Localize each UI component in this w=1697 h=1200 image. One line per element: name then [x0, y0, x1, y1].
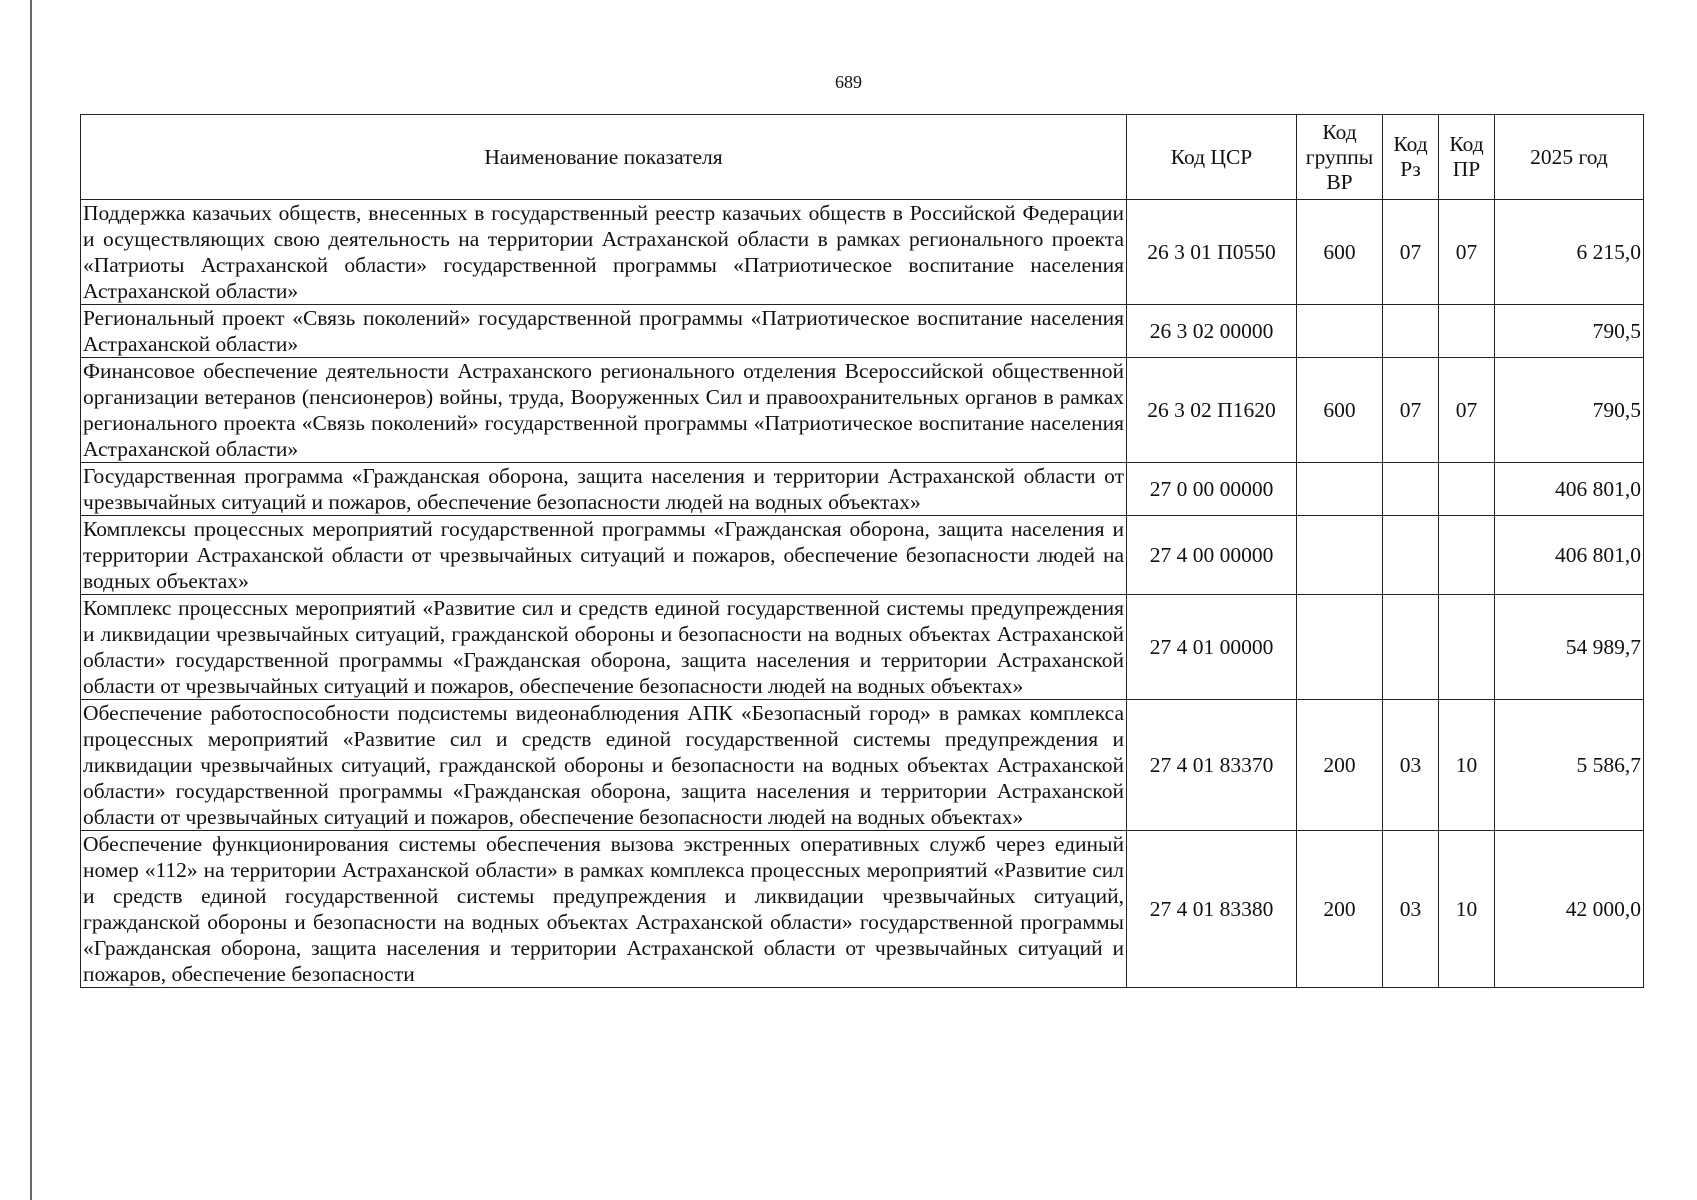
row-name: Финансовое обеспечение деятельности Астраханского регионального отделения Всероссийской общественной организации ветеранов (пенсионеров) войны, труда, Вооруженных Сил и правоохранительных органов в рамках регионального проекта «Связь поколений» государственной программы «Патриотическое воспитание населения Астраханской области» [81, 358, 1127, 463]
header-rz: Код Рз [1383, 115, 1439, 200]
header-amount: 2025 год [1495, 115, 1644, 200]
row-code: 27 4 01 83380 [1127, 831, 1297, 988]
row-name: Региональный проект «Связь поколений» государственной программы «Патриотическое воспитание населения Астраханской области» [81, 305, 1127, 358]
row-vr: 600 [1297, 358, 1383, 463]
row-code: 26 3 02 П1620 [1127, 358, 1297, 463]
row-vr [1297, 595, 1383, 700]
table-row [81, 831, 1644, 988]
table-row [81, 700, 1644, 831]
row-code: 27 4 01 83370 [1127, 700, 1297, 831]
row-pr: 07 [1439, 358, 1495, 463]
row-amount: 790,5 [1495, 305, 1644, 358]
header-name: Наименование показателя [81, 115, 1127, 200]
row-rz: 07 [1383, 200, 1439, 305]
scan-edge-line [30, 0, 32, 1200]
row-amount: 406 801,0 [1495, 516, 1644, 595]
page-number: 689 [835, 72, 862, 92]
row-name: Государственная программа «Гражданская оборона, защита населения и территории Астраханской области от чрезвычайных ситуаций и пожаров, обеспечение безопасности людей на водных объектах» [81, 463, 1127, 516]
row-name: Обеспечение работоспособности подсистемы видеонаблюдения АПК «Безопасный город» в рамках комплекса процессных мероприятий «Развитие сил и средств единой государственной системы предупреждения и ликвидации чрезвычайных ситуаций, гражданской обороны и безопасности на водных объектах Астраханской области» государственной программы «Гражданская оборона, защита населения и территории Астраханской области от чрезвычайных ситуаций и пожаров, обеспечение безопасности людей на водных объектах» [81, 700, 1127, 831]
row-amount: 42 000,0 [1495, 831, 1644, 988]
table-row [81, 595, 1644, 700]
row-amount: 54 989,7 [1495, 595, 1644, 700]
row-name: Комплексы процессных мероприятий государственной программы «Гражданская оборона, защита населения и территории Астраханской области от чрезвычайных ситуаций и пожаров, обеспечение безопасности людей на водных объектах» [81, 516, 1127, 595]
header-vr: Код группы ВР [1297, 115, 1383, 200]
row-name: Комплекс процессных мероприятий «Развитие сил и средств единой государственной системы предупреждения и ликвидации чрезвычайных ситуаций, гражданской обороны и безопасности на водных объектах Астраханской области» государственной программы «Гражданская оборона, защита населения и территории Астраханской области от чрезвычайных ситуаций и пожаров, обеспечение безопасности людей на водных объектах» [81, 595, 1127, 700]
row-code: 26 3 01 П0550 [1127, 200, 1297, 305]
row-pr [1439, 463, 1495, 516]
row-amount: 6 215,0 [1495, 200, 1644, 305]
row-vr [1297, 516, 1383, 595]
row-rz: 03 [1383, 700, 1439, 831]
row-name [81, 831, 1127, 988]
row-rz [1383, 463, 1439, 516]
row-pr: 10 [1439, 831, 1495, 988]
header-code: Код ЦСР [1127, 115, 1297, 200]
table-row [81, 358, 1644, 463]
row-pr: 07 [1439, 200, 1495, 305]
table-row [81, 200, 1644, 305]
row-rz: 07 [1383, 358, 1439, 463]
row-pr [1439, 516, 1495, 595]
row-code: 27 4 00 00000 [1127, 516, 1297, 595]
row-rz: 03 [1383, 831, 1439, 988]
row-amount: 5 586,7 [1495, 700, 1644, 831]
row-rz [1383, 516, 1439, 595]
budget-table [80, 114, 1644, 988]
row-code: 26 3 02 00000 [1127, 305, 1297, 358]
row-code: 27 0 00 00000 [1127, 463, 1297, 516]
table-header-row [81, 115, 1644, 200]
header-pr: Код ПР [1439, 115, 1495, 200]
table-row [81, 463, 1644, 516]
row-pr [1439, 305, 1495, 358]
row-name-text: Обеспечение функционирования системы обеспечения вызова экстренных оперативных служб через единый номер «112» на территории Астраханской области» в рамках комплекса процессных мероприятий «Развитие сил и средств единой государственной системы предупреждения и ликвидации чрезвычайных ситуаций, гражданской обороны и безопасности на водных объектах Астраханской области» государственной программы «Гражданская оборона, защита населения и территории Астраханской области от чрезвычайных ситуаций и пожаров, обеспечение безопасности [83, 832, 1124, 986]
row-vr: 600 [1297, 200, 1383, 305]
row-rz [1383, 305, 1439, 358]
row-name: Поддержка казачьих обществ, внесенных в государственный реестр казачьих обществ в Российской Федерации и осуществляющих свою деятельность на территории Астраханской области в рамках регионального проекта «Патриоты Астраханской области» государственной программы «Патриотическое воспитание населения Астраханской области» [81, 200, 1127, 305]
row-vr: 200 [1297, 831, 1383, 988]
row-amount: 790,5 [1495, 358, 1644, 463]
row-rz [1383, 595, 1439, 700]
row-code: 27 4 01 00000 [1127, 595, 1297, 700]
row-vr [1297, 305, 1383, 358]
row-pr [1439, 595, 1495, 700]
table-row [81, 305, 1644, 358]
row-vr [1297, 463, 1383, 516]
row-vr: 200 [1297, 700, 1383, 831]
row-amount: 406 801,0 [1495, 463, 1644, 516]
row-pr: 10 [1439, 700, 1495, 831]
table-row [81, 516, 1644, 595]
